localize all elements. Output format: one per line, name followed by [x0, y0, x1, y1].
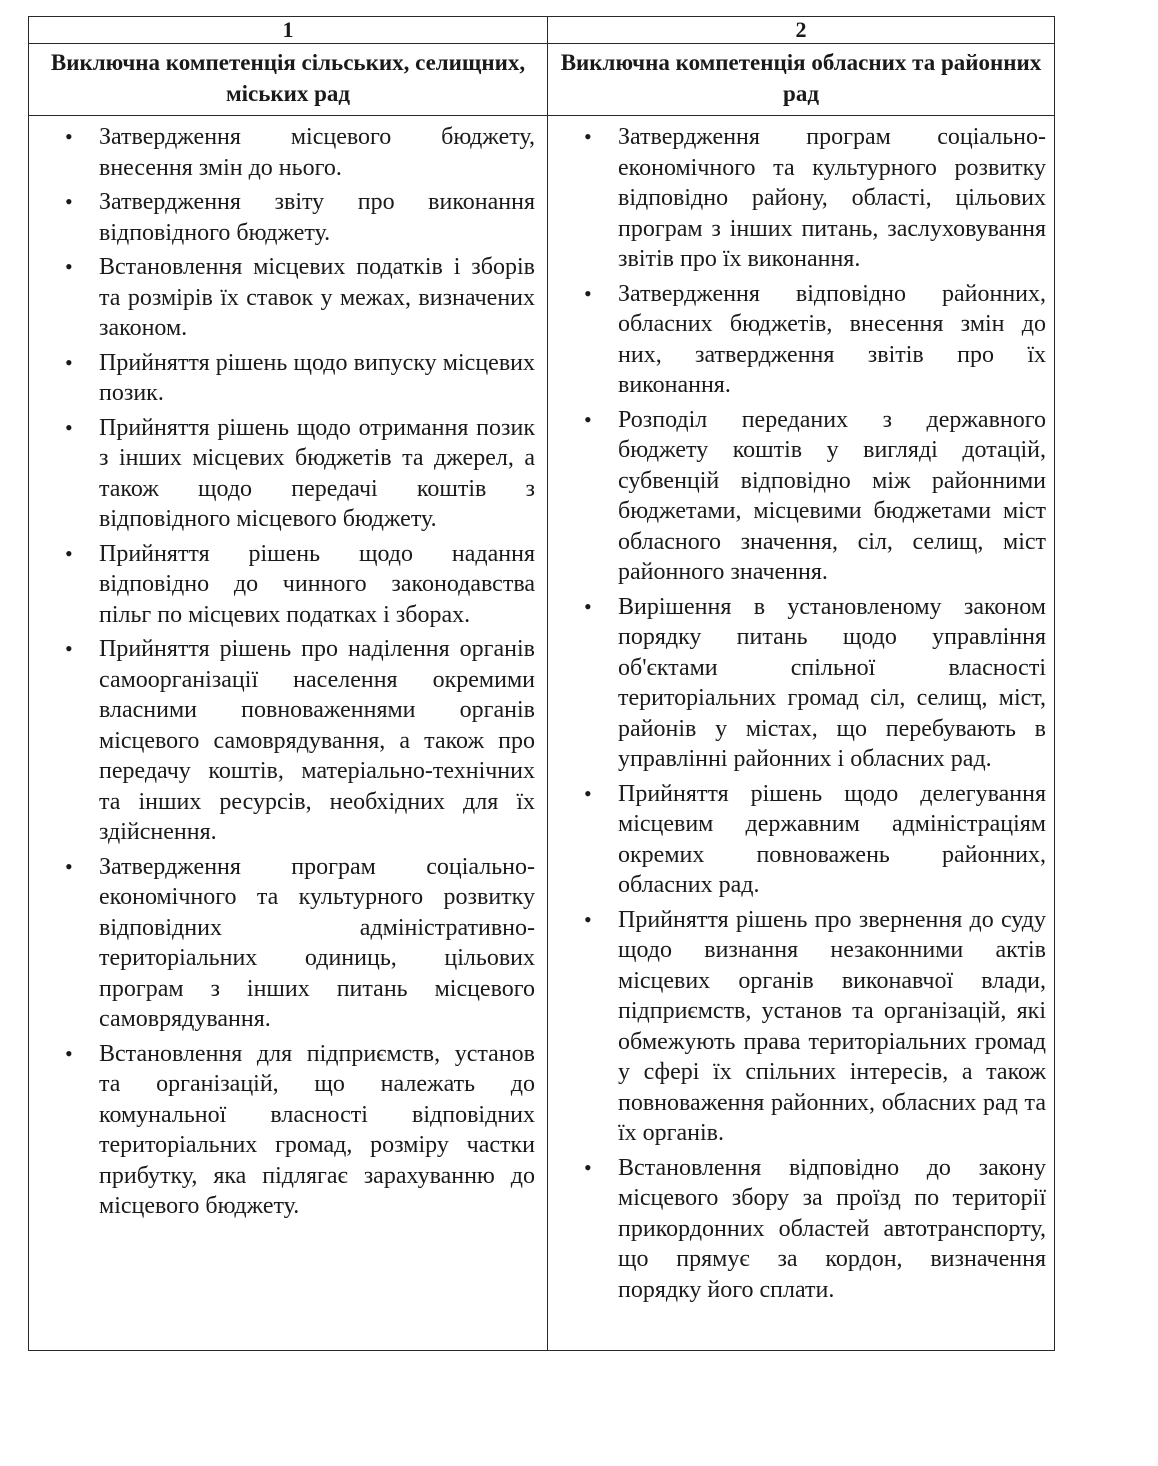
- content-row: [29, 116, 1055, 1351]
- bullet-icon: •: [65, 349, 73, 375]
- list-item: [548, 279, 1046, 401]
- list-item-text: Затвердження місцевого бюджету, внесення змін до нього.: [99, 124, 535, 181]
- list-item: [548, 779, 1046, 901]
- bullet-icon: •: [65, 540, 73, 566]
- list-item-text: Вирішення в установленому законом порядку питань щодо управління об'єктами спільної власності територіальних громад сіл, селищ, міст, районів у містах, що перебувають в управлінні районних і обласних рад.: [618, 593, 1046, 772]
- bullet-icon: •: [65, 636, 73, 661]
- list-item-text: Затвердження програм соціально-економічного та культурного розвитку відповідних адміністративно-територіальних одиниць, цільових програм з інших питань місцевого самоврядування.: [99, 853, 535, 1032]
- right-competence-list: [548, 122, 1046, 1305]
- competence-table: [28, 16, 1055, 1351]
- bullet-icon: •: [584, 406, 592, 432]
- right-column-cell: [548, 116, 1055, 1351]
- left-competence-list: [29, 122, 535, 1222]
- bullet-icon: •: [584, 780, 592, 806]
- list-item-text: Прийняття рішень щодо отримання позик з інших місцевих бюджетів та джерел, а також щодо передачі коштів з відповідного місцевого бюджету.: [99, 414, 535, 532]
- list-item: [29, 413, 535, 535]
- column-number-row: [29, 17, 1055, 44]
- list-item-text: Затвердження відповідно районних, обласних бюджетів, внесення змін до них, затвердження звітів про їх виконання.: [618, 280, 1046, 398]
- list-item-text: Розподіл переданих з державного бюджету коштів у вигляді дотацій, субвенцій відповідно між районними бюджетами, місцевими бюджетами міст обласного значення, сіл, селищ, міст районного значення.: [618, 406, 1046, 585]
- list-item-text: Прийняття рішень про звернення до суду щодо визнання незаконними актів місцевих органів виконавчої влади, підприємств, установ та організацій, які обмежують права територіальних громад у сфері їх спільних інтересів, а також повноваження районних, обласних рад та їх органів.: [618, 906, 1046, 1146]
- header-row: [29, 44, 1055, 116]
- header-regional-district-councils: Виключна компетенція обласних та районних рад: [548, 44, 1055, 116]
- bullet-icon: •: [65, 853, 73, 879]
- bullet-icon: •: [65, 254, 73, 279]
- list-item: [548, 592, 1046, 775]
- list-item: [29, 348, 535, 409]
- bullet-icon: •: [65, 189, 73, 214]
- list-item-text: Прийняття рішень щодо випуску місцевих позик.: [99, 349, 535, 406]
- list-item: [548, 1153, 1046, 1306]
- list-item-text: Затвердження звіту про виконання відповідного бюджету.: [99, 189, 535, 246]
- bullet-icon: •: [584, 906, 592, 932]
- list-item: [548, 405, 1046, 588]
- bullet-icon: •: [65, 124, 73, 149]
- list-item: [29, 187, 535, 248]
- list-item: [29, 852, 535, 1035]
- list-item-text: Встановлення відповідно до закону місцевого збору за проїзд по території прикордонних областей автотранспорту, що прямує за кордон, визначення порядку його сплати.: [618, 1154, 1046, 1303]
- list-item: [548, 122, 1046, 275]
- column-number-1: 1: [29, 17, 548, 44]
- column-number-2: 2: [548, 17, 1055, 44]
- list-item: [29, 252, 535, 344]
- bullet-icon: •: [584, 1154, 592, 1180]
- bullet-icon: •: [584, 593, 592, 619]
- list-item-text: Затвердження програм соціально-економічного та культурного розвитку відповідно району, області, цільових програм з інших питань, заслуховування звітів про їх виконання.: [618, 124, 1046, 272]
- header-village-city-councils: Виключна компетенція сільських, селищних, міських рад: [29, 44, 548, 116]
- bullet-icon: •: [584, 124, 592, 149]
- bullet-icon: •: [65, 414, 73, 440]
- list-item-text: Встановлення для підприємств, установ та організацій, що належать до комунальної власності відповідних територіальних громад, розміру частки прибутку, яка підлягає зарахуванню до місцевого бюджету.: [99, 1040, 535, 1219]
- left-column-cell: [29, 116, 548, 1351]
- list-item: [548, 905, 1046, 1149]
- bullet-icon: •: [584, 280, 592, 306]
- list-item: [29, 634, 535, 848]
- list-item-text: Прийняття рішень щодо надання відповідно до чинного законодавства пільг по місцевих податках і зборах.: [99, 540, 535, 628]
- bullet-icon: •: [65, 1040, 73, 1066]
- list-item: [29, 1039, 535, 1222]
- list-item-text: Прийняття рішень щодо делегування місцевим державним адміністраціям окремих повноважень районних, обласних рад.: [618, 780, 1046, 898]
- list-item: [29, 539, 535, 631]
- list-item: [29, 122, 535, 183]
- list-item-text: Прийняття рішень про наділення органів самоорганізації населення окремими власними повноваженнями органів місцевого самоврядування, а також про передачу коштів, матеріально-технічних та інших ресурсів, необхідних для їх здійснення.: [99, 636, 535, 845]
- list-item-text: Встановлення місцевих податків і зборів та розмірів їх ставок у межах, визначених законом.: [99, 254, 535, 341]
